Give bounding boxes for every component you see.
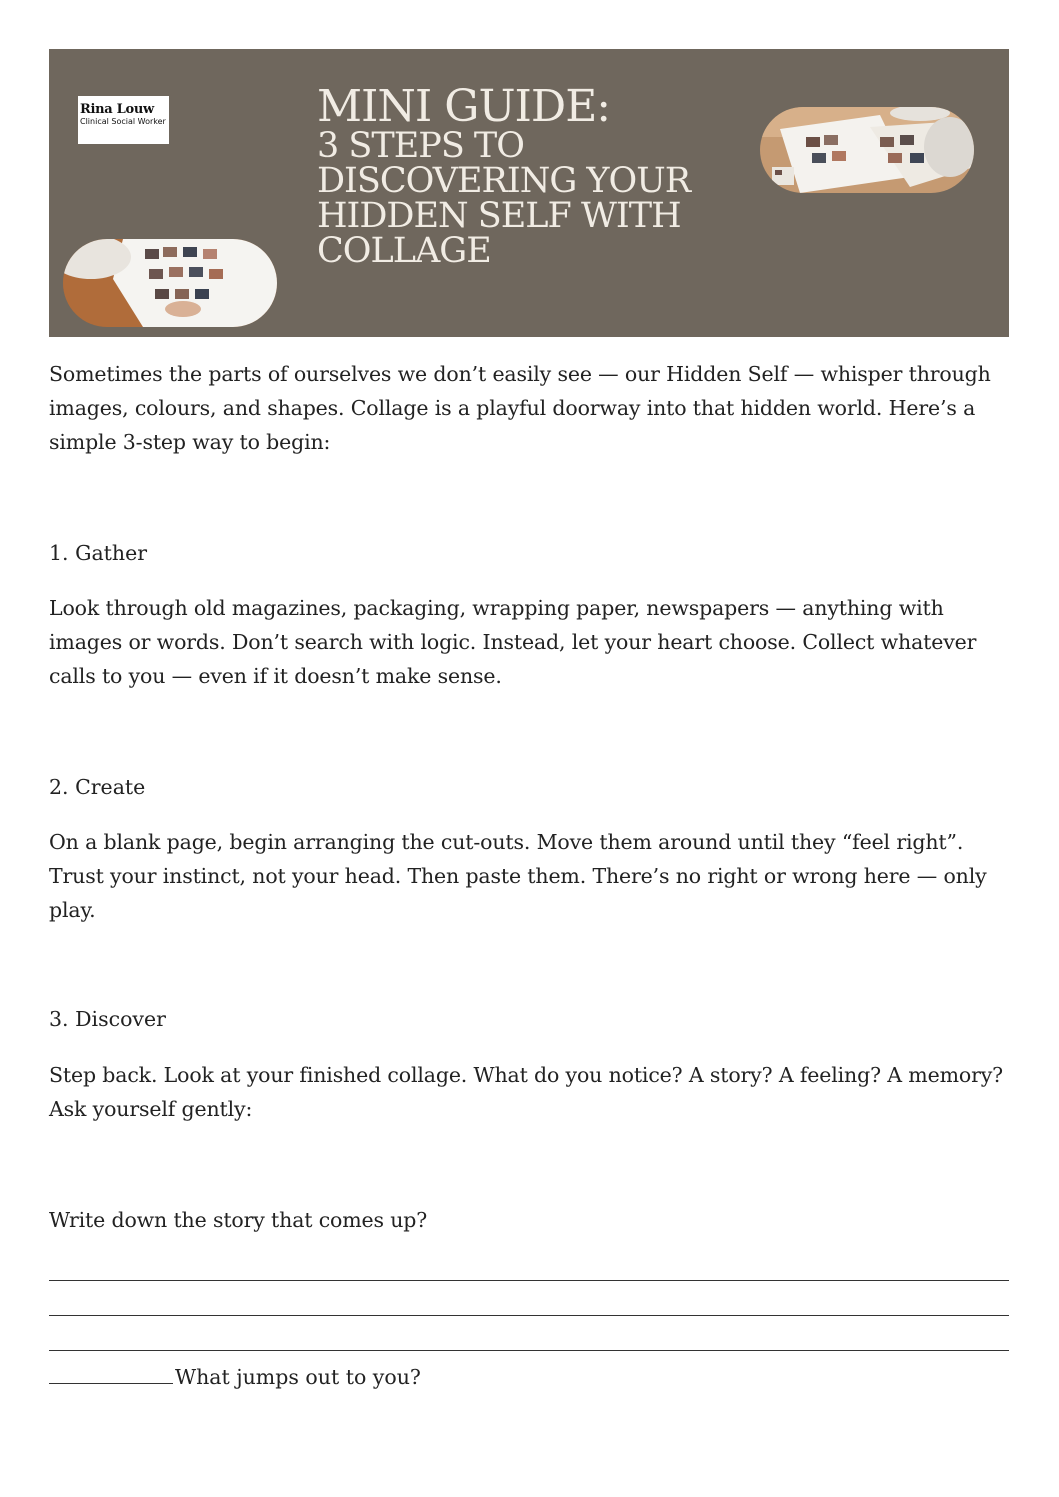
prompt-jumps-out: What jumps out to you?	[175, 1365, 421, 1389]
collage-photo-left-image	[63, 239, 277, 327]
header-banner	[49, 49, 1009, 337]
writing-line[interactable]	[49, 1315, 1009, 1316]
page-title	[317, 81, 737, 271]
collage-photo-left	[63, 239, 277, 327]
prompt-jumps-out-row	[49, 1360, 421, 1394]
step-1-heading: 1. Gather	[49, 541, 148, 565]
step-1-text: Look through old magazines, packaging, wrapping paper, newspapers — anything with images or words. Don’t search with logic. Instead, let your heart choose. Collect whatever calls to you — even if it doesn’t make sense.	[49, 596, 977, 688]
logo-subtitle: Clinical Social Worker	[80, 117, 166, 126]
step-3-text: Step back. Look at your finished collage. What do you notice? A story? A feeling? A memory? Ask yourself gently:	[49, 1063, 1003, 1121]
step-2-heading: 2. Create	[49, 775, 146, 799]
collage-photo-right	[760, 107, 974, 193]
writing-line-short[interactable]	[49, 1361, 173, 1384]
logo	[78, 96, 169, 144]
writing-line[interactable]	[49, 1350, 1009, 1351]
title-line-2: 3 STEPS TO DISCOVERING YOUR HIDDEN SELF WITH COLLAGE	[317, 126, 691, 271]
writing-line[interactable]	[49, 1280, 1009, 1281]
step-3-heading: 3. Discover	[49, 1007, 166, 1031]
title-line-1: MINI GUIDE:	[317, 81, 611, 132]
prompt-story: Write down the story that comes up?	[49, 1208, 428, 1232]
logo-name: Rina Louw	[80, 102, 154, 117]
collage-photo-right-image	[760, 107, 974, 193]
intro-paragraph: Sometimes the parts of ourselves we don’t easily see — our Hidden Self — whisper through images, colours, and shapes. Collage is a playful doorway into that hidden world. Here’s a simple 3-step way to begin:	[49, 362, 991, 454]
step-2-text: On a blank page, begin arranging the cut-outs. Move them around until they “feel right”. Trust your instinct, not your head. Then paste them. There’s no right or wrong here — only play.	[49, 830, 987, 922]
